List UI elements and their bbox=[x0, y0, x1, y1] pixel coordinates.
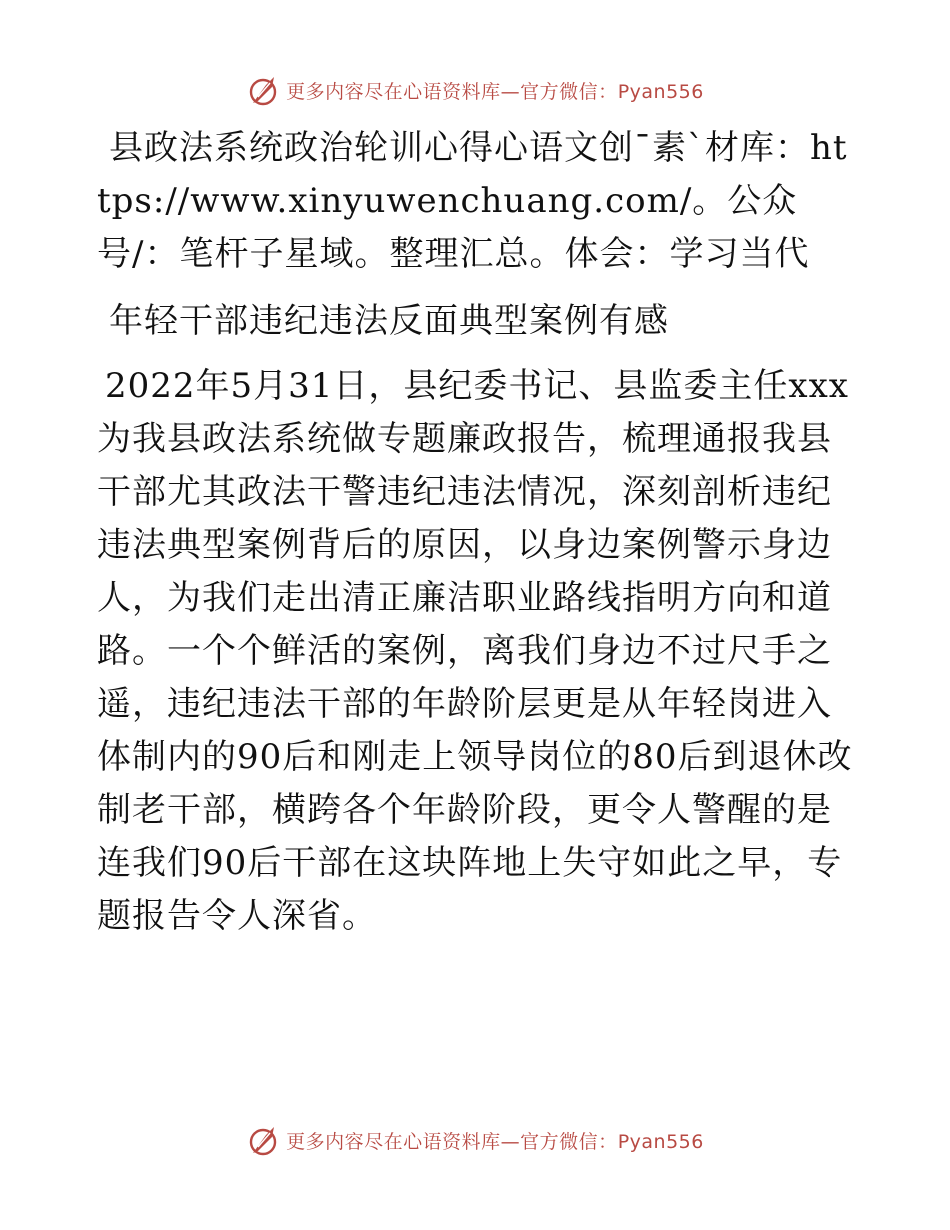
quill-pen-logo-icon bbox=[246, 1123, 280, 1157]
banner-main-text: 更多内容尽在心语资料库 bbox=[286, 1130, 501, 1153]
body-paragraph: 2022年5月31日，县纪委书记、县监委主任xxx为我县政法系统做专题廉政报告，梳理通报我县干部尤其政法干警违纪违法情况，深刻剖析违纪违法典型案例背后的原因，以身边案例警示身边人，为我们走出清正廉洁职业路线指明方向和道路。一个个鲜活的案例，离我们身边不过尺手之遥，违纪违法干部的年龄阶层更是从年轻岗进入体制内的90后和刚走上领导岗位的80后到退休改制老干部，横跨各个年龄阶段，更令人警醒的是连我们90后干部在这块阵地上失守如此之早，专题报告令人深省。 bbox=[97, 366, 853, 936]
banner-text bbox=[286, 1127, 704, 1154]
banner-wechat-label: 官方微信： bbox=[520, 1130, 618, 1153]
intro-paragraph: 县政法系统政治轮训心得心语文创¯素`材库：https://www.xinyuwenchuang.com/。公众号/：笔杆子星域。整理汇总。体会：学习当代 bbox=[97, 128, 848, 274]
quill-pen-logo-icon bbox=[246, 73, 280, 107]
header-banner bbox=[0, 70, 950, 110]
banner-text bbox=[286, 77, 704, 104]
banner-wechat-id: Pyan556 bbox=[617, 1130, 704, 1153]
banner-wechat-label: 官方微信： bbox=[520, 80, 618, 103]
banner-wechat-id: Pyan556 bbox=[617, 80, 704, 103]
banner-main-text: 更多内容尽在心语资料库 bbox=[286, 80, 501, 103]
banner-dash: — bbox=[500, 1130, 521, 1153]
banner-dash: — bbox=[500, 80, 521, 103]
footer-banner bbox=[0, 1120, 950, 1160]
document-title: 年轻干部违纪违法反面典型案例有感 bbox=[109, 301, 669, 341]
document-content bbox=[97, 122, 862, 943]
